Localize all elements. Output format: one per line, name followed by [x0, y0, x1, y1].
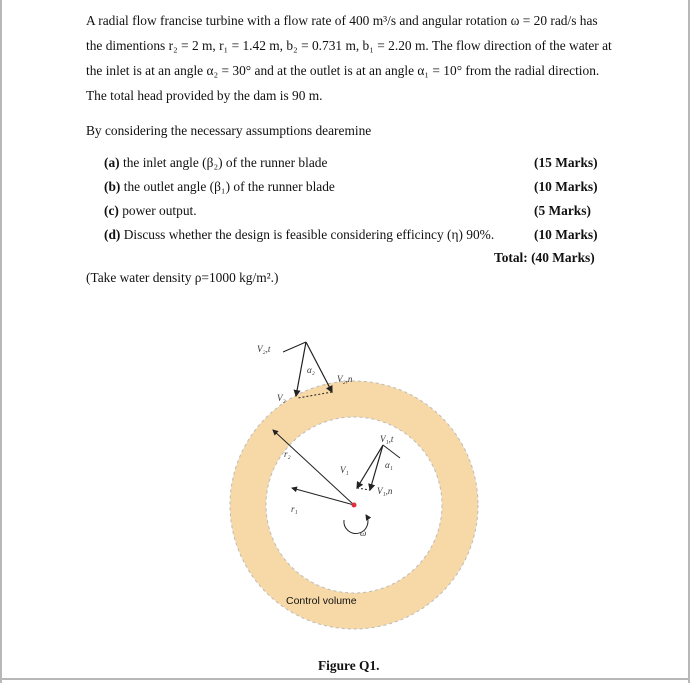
- question-marks: (15 Marks): [534, 155, 598, 170]
- question-text: the inlet angle (β₂) of the runner blade: [122, 155, 328, 170]
- question-label: (d): [104, 227, 121, 242]
- problem-line: The total head provided by the dam is 90 m.: [86, 88, 323, 103]
- outlet-v1n-arrow: [370, 445, 383, 490]
- inlet-v2-arrow: [296, 342, 306, 396]
- label-v1n: V₁,n: [377, 486, 393, 496]
- density-note: (Take water density ρ=1000 kg/m².): [86, 270, 279, 285]
- problem-line: A radial flow francise turbine with a flow rate of 400 m³/s and angular rotation ω = 20 rad/s has: [86, 13, 598, 28]
- problem-line: the dimentions r₂ = 2 m, r₁ = 1.42 m, b₂ = 0.731 m, b₁ = 2.20 m. The flow direction of the water at: [86, 38, 612, 53]
- total-label: Total:: [494, 250, 528, 265]
- question-text: the outlet angle (β₁) of the runner blade: [123, 179, 335, 194]
- label-r1: r₁: [291, 504, 298, 514]
- outlet-v1-arrow: [357, 445, 383, 488]
- problem-line: the inlet is at an angle α₂ = 30° and at the outlet is at an angle α₁ = 10° from the radial direction.: [86, 63, 600, 78]
- question-marks: (10 Marks): [534, 227, 598, 242]
- center-point: [352, 503, 357, 508]
- label-omega: ω: [360, 528, 367, 538]
- question-label: (b): [104, 179, 121, 194]
- label-v2t: V₂,t: [257, 344, 271, 354]
- question-text: Discuss whether the design is feasible considering efficincy (η) 90%.: [123, 227, 495, 242]
- question-marks: (5 Marks): [534, 203, 591, 218]
- total-value: (40 Marks): [531, 250, 595, 265]
- outlet-dashed-line: [357, 488, 370, 490]
- inlet-v2t-line: [283, 342, 306, 352]
- label-v1: V₁: [340, 465, 349, 475]
- label-v2: V₂: [277, 393, 286, 403]
- outlet-v1t-line: [383, 445, 400, 458]
- label-r2: r₂: [284, 449, 291, 459]
- label-v2n: V₂,n: [337, 374, 353, 384]
- figure-caption: Figure Q1.: [318, 658, 380, 673]
- question-label: (a): [104, 155, 120, 170]
- label-alpha2: α₂: [307, 365, 315, 375]
- label-v1t: V₁,t: [380, 434, 394, 444]
- question-label: (c): [104, 203, 119, 218]
- control-volume-label: Control volume: [286, 595, 357, 607]
- question-marks: (10 Marks): [534, 179, 598, 194]
- label-alpha1: α₁: [385, 460, 393, 470]
- instruction: By considering the necessary assumptions dearemine: [86, 123, 372, 138]
- question-text: power output.: [122, 203, 197, 218]
